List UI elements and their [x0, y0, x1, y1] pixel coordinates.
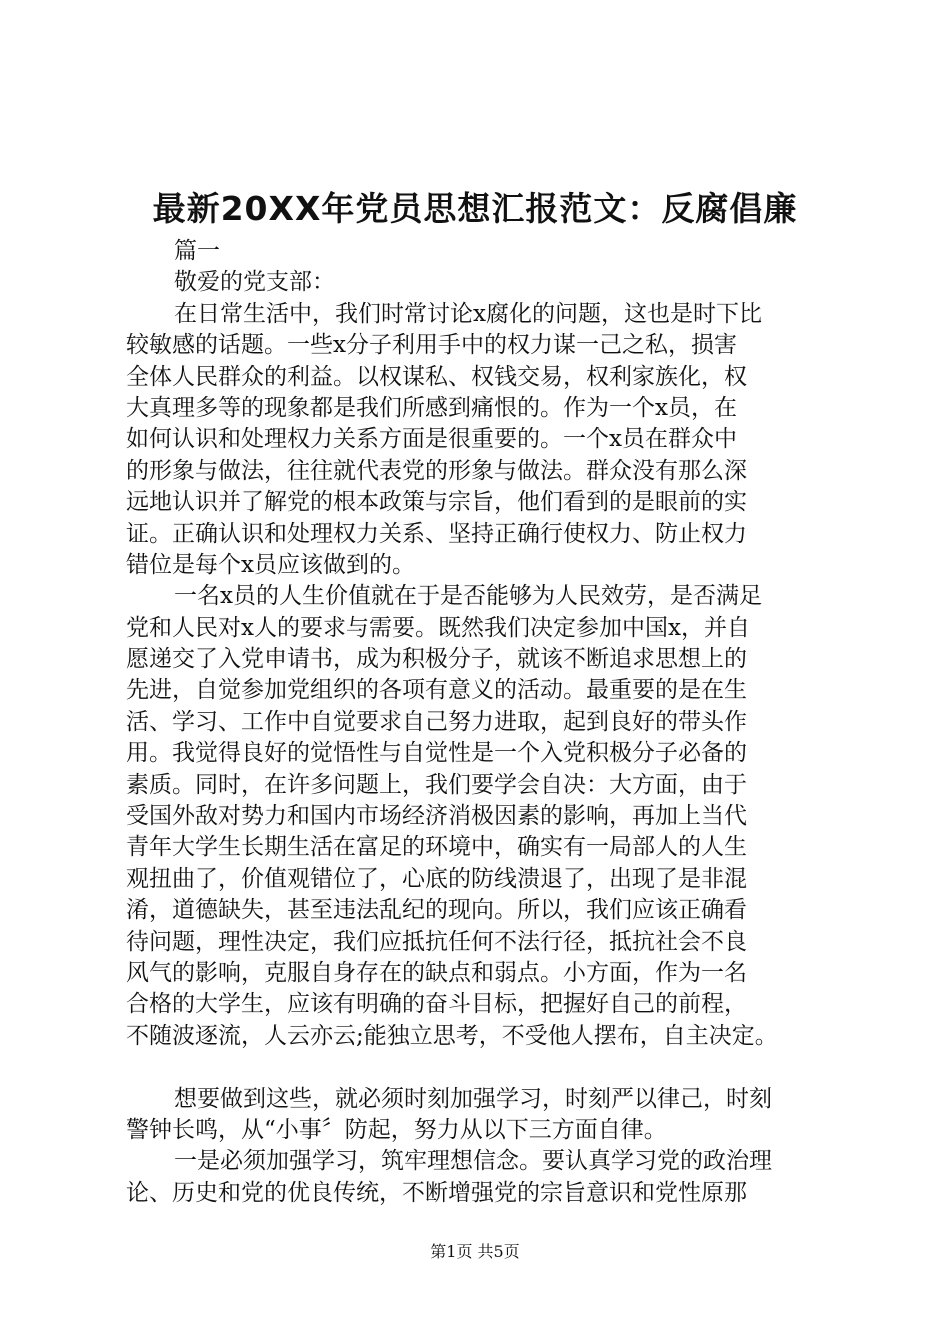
- paragraph-3: [126, 1084, 836, 1147]
- text-line: 观扭曲了，价值观错位了，心底的防线溃退了，出现了是非混: [126, 865, 747, 892]
- text-line: 一名x员的人生价值就在于是否能够为人民效劳，是否满足: [174, 583, 762, 610]
- text-line: 党和人民对x人的要求与需要。既然我们决定参加中国x，并自: [126, 614, 750, 641]
- document-title: 最新20XX年党员思想汇报范文：反腐倡廉: [152, 189, 798, 228]
- paragraph-gap: [126, 1052, 836, 1083]
- text-line: 愿递交了入党申请书，成为积极分子，就该不断追求思想上的: [126, 646, 747, 673]
- paragraph-1: [126, 299, 836, 582]
- text-line: 证。正确认识和处理权力关系、坚持正确行使权力、防止权力: [126, 520, 747, 547]
- text-line: 大真理多等的现象都是我们所感到痛恨的。作为一个x员，在: [126, 394, 737, 421]
- text-line: 素质。同时，在许多问题上，我们要学会自决：大方面，由于: [126, 771, 747, 798]
- text-line: 活、学习、工作中自觉要求自己努力进取，起到良好的带头作: [126, 708, 747, 735]
- paragraph-2: [126, 581, 836, 1052]
- text-line: 远地认识并了解党的根本政策与宗旨，他们看到的是眼前的实: [126, 489, 747, 516]
- text-line: 受国外敌对势力和国内市场经济消极因素的影响，再加上当代: [126, 803, 747, 830]
- text-line: 用。我觉得良好的觉悟性与自觉性是一个入党积极分子必备的: [126, 740, 747, 767]
- text-line: 先进，自觉参加党组织的各项有意义的活动。最重要的是在生: [126, 677, 747, 704]
- text-line: 想要做到这些，就必须时刻加强学习，时刻严以律己，时刻: [174, 1085, 772, 1112]
- text-line: 风气的影响，克服自身存在的缺点和弱点。小方面，作为一名: [126, 959, 747, 986]
- salutation: 敬爱的党支部：: [174, 269, 335, 296]
- text-line: 在日常生活中，我们时常讨论x腐化的问题，这也是时下比: [174, 300, 762, 327]
- text-line: 淆，道德缺失，甚至违法乱纪的现向。所以，我们应该正确看: [126, 897, 747, 924]
- text-line: 青年大学生长期生活在富足的环境中，确实有一局部人的人生: [126, 834, 747, 861]
- text-line: 错位是每个x员应该做到的。: [126, 551, 415, 578]
- page-footer: 第1页 共5页: [430, 1242, 520, 1261]
- text-line: 警钟长鸣，从“小事〞防起，努力从以下三方面自律。: [126, 1116, 667, 1143]
- text-line: 合格的大学生，应该有明确的奋斗目标，把握好自己的前程，: [126, 991, 747, 1018]
- document-body: [126, 236, 836, 1209]
- text-line: 论、历史和党的优良传统，不断增强党的宗旨意识和党性原那: [126, 1179, 747, 1206]
- text-line: 一是必须加强学习，筑牢理想信念。要认真学习党的政治理: [174, 1148, 772, 1175]
- paragraph-4: [126, 1146, 836, 1209]
- text-line: 不随波逐流，人云亦云;能独立思考，不受他人摆布，自主决定。: [126, 1022, 778, 1049]
- text-line: 如何认识和处理权力关系方面是很重要的。一个x员在群众中: [126, 426, 737, 453]
- text-line: 的形象与做法，往往就代表党的形象与做法。群众没有那么深: [126, 457, 747, 484]
- section-heading: 篇一: [174, 238, 220, 264]
- text-line: 全体人民群众的利益。以权谋私、权钱交易，权利家族化，权: [126, 363, 747, 390]
- text-line: 待问题，理性决定，我们应抵抗任何不法行径，抵抗社会不良: [126, 928, 747, 955]
- text-line: 较敏感的话题。一些x分子利用手中的权力谋一己之私，损害: [126, 332, 737, 359]
